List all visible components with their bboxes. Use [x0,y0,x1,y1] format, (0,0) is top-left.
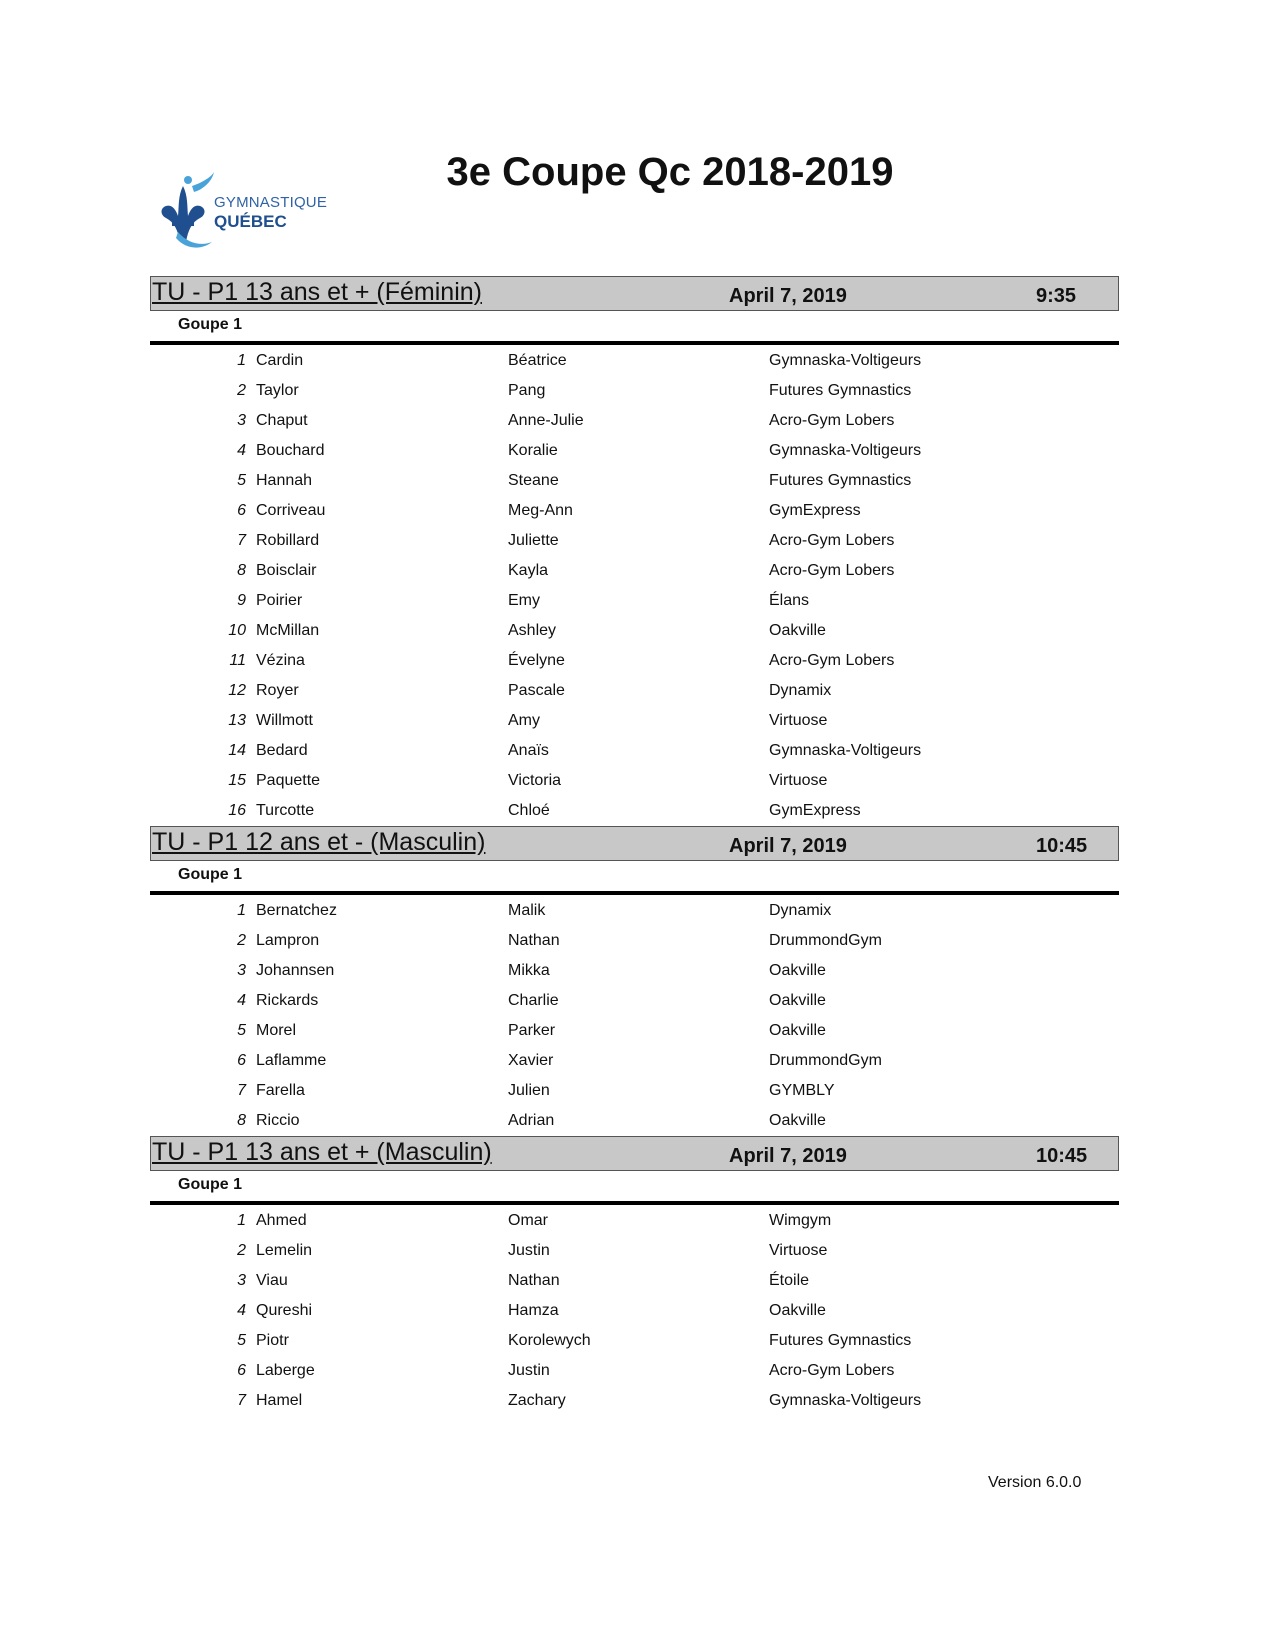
athlete-club: DrummondGym [769,1052,882,1069]
athlete-row [150,766,1119,796]
athlete-number: 6 [237,502,246,519]
athlete-number: 11 [229,652,246,669]
athlete-number: 4 [237,1302,246,1319]
athlete-first-name: Mikka [508,962,550,979]
athlete-last-name: Viau [256,1272,288,1289]
athlete-row [150,896,1119,926]
athlete-row [150,676,1119,706]
athlete-club: Futures Gymnastics [769,472,912,489]
athlete-last-name: Riccio [256,1112,300,1129]
section-title: TU - P1 13 ans et + (Féminin) [152,278,482,306]
athlete-first-name: Justin [508,1362,550,1379]
athlete-first-name: Zachary [508,1392,566,1409]
athlete-number: 16 [228,802,246,819]
athlete-club: Acro-Gym Lobers [769,1362,895,1379]
athlete-first-name: Juliette [508,532,559,549]
section-time: 10:45 [1036,835,1088,857]
section-title: TU - P1 13 ans et + (Masculin) [152,1138,492,1166]
athlete-club: GymExpress [769,502,861,519]
athlete-row [150,796,1119,826]
athlete-last-name: Chaput [256,412,308,429]
athlete-row [150,956,1119,986]
athlete-first-name: Steane [508,472,559,489]
athlete-first-name: Ashley [508,622,557,639]
athlete-row [150,616,1119,646]
athlete-row [150,556,1119,586]
section-date: April 7, 2019 [729,1145,847,1167]
athlete-row [150,1106,1119,1136]
athlete-row [150,706,1119,736]
divider [150,891,1119,895]
athlete-row [150,646,1119,676]
athlete-first-name: Béatrice [508,352,567,369]
athlete-list [150,1206,1119,1416]
athlete-club: Futures Gymnastics [769,382,912,399]
athlete-row [150,1326,1119,1356]
athlete-first-name: Pascale [508,682,565,699]
athlete-last-name: Morel [256,1022,297,1039]
athlete-number: 12 [228,682,246,699]
athlete-row [150,466,1119,496]
athlete-row [150,1386,1119,1416]
athlete-number: 1 [237,902,246,919]
athlete-club: Wimgym [769,1212,832,1229]
group-label: Goupe 1 [178,1176,243,1193]
athlete-row [150,1356,1119,1386]
athlete-last-name: Lemelin [256,1242,313,1259]
athlete-club: Dynamix [769,902,832,919]
athlete-club: DrummondGym [769,932,882,949]
athlete-row [150,986,1119,1016]
athlete-club: Étoile [769,1272,810,1289]
athlete-row [150,926,1119,956]
athlete-last-name: Cardin [256,352,304,369]
athlete-number: 7 [237,1082,246,1099]
athlete-club: Acro-Gym Lobers [769,652,895,669]
athlete-club: GYMBLY [769,1082,835,1099]
athlete-first-name: Hamza [508,1302,559,1319]
athlete-number: 10 [228,622,246,639]
athlete-club: Élans [769,592,810,609]
event-section [150,826,1119,1129]
athlete-last-name: Hannah [256,472,313,489]
athlete-club: Gymnaska-Voltigeurs [769,352,922,369]
athlete-last-name: Rickards [256,992,319,1009]
athlete-row [150,376,1119,406]
athlete-club: Oakville [769,622,826,639]
athlete-last-name: Johannsen [256,962,335,979]
athlete-last-name: Vézina [256,652,305,669]
divider [150,341,1119,345]
athlete-club: Gymnaska-Voltigeurs [769,742,922,759]
athlete-first-name: Pang [508,382,546,399]
athlete-number: 1 [237,1212,246,1229]
athlete-first-name: Kayla [508,562,549,579]
section-title: TU - P1 12 ans et - (Masculin) [152,828,486,856]
group-label: Goupe 1 [178,866,243,883]
athlete-row [150,526,1119,556]
athlete-row [150,1266,1119,1296]
athlete-number: 2 [237,382,246,399]
athlete-club: Acro-Gym Lobers [769,532,895,549]
athlete-list [150,896,1119,1136]
athlete-number: 7 [237,532,246,549]
athlete-last-name: Willmott [256,712,313,729]
athlete-first-name: Korolewych [508,1332,591,1349]
section-time: 10:45 [1036,1145,1088,1167]
athlete-club: GymExpress [769,802,861,819]
athlete-row [150,1206,1119,1236]
athlete-club: Gymnaska-Voltigeurs [769,442,922,459]
athlete-number: 15 [228,772,246,789]
athlete-last-name: Corriveau [256,502,326,519]
athlete-club: Dynamix [769,682,832,699]
athlete-club: Oakville [769,992,826,1009]
athlete-number: 7 [237,1392,246,1409]
divider [150,1201,1119,1205]
athlete-row [150,736,1119,766]
athlete-first-name: Amy [508,712,540,729]
event-section [150,276,1119,819]
athlete-club: Acro-Gym Lobers [769,412,895,429]
athlete-row [150,1076,1119,1106]
section-header [150,826,1119,861]
athlete-club: Futures Gymnastics [769,1332,912,1349]
athlete-row [150,1236,1119,1266]
athlete-first-name: Justin [508,1242,550,1259]
athlete-first-name: Anne-Julie [508,412,584,429]
section-date: April 7, 2019 [729,835,847,857]
athlete-first-name: Emy [508,592,540,609]
athlete-first-name: Koralie [508,442,558,459]
athlete-first-name: Charlie [508,992,559,1009]
athlete-list [150,346,1119,826]
athlete-first-name: Chloé [508,802,550,819]
athlete-number: 3 [237,412,246,429]
event-section [150,1136,1119,1409]
athlete-row [150,586,1119,616]
athlete-club: Virtuose [769,772,828,789]
athlete-number: 9 [237,592,246,609]
athlete-last-name: Taylor [256,382,299,399]
athlete-last-name: Paquette [256,772,321,789]
athlete-number: 6 [237,1052,246,1069]
page-title: 3e Coupe Qc 2018-2019 [446,150,894,194]
athlete-last-name: Turcotte [256,802,315,819]
section-header [150,1136,1119,1171]
athlete-number: 4 [237,442,246,459]
athlete-last-name: Hamel [256,1392,303,1409]
athlete-club: Oakville [769,1112,826,1129]
athlete-last-name: Robillard [256,532,320,549]
athlete-row [150,1016,1119,1046]
athlete-first-name: Meg-Ann [508,502,573,519]
athlete-first-name: Nathan [508,1272,560,1289]
athlete-last-name: Bernatchez [256,902,337,919]
athlete-last-name: Farella [256,1082,305,1099]
athlete-row [150,436,1119,466]
athlete-number: 5 [237,472,246,489]
athlete-first-name: Adrian [508,1112,555,1129]
athlete-club: Oakville [769,1022,826,1039]
athlete-club: Acro-Gym Lobers [769,562,895,579]
athlete-number: 14 [228,742,246,759]
athlete-number: 3 [237,962,246,979]
athlete-row [150,1046,1119,1076]
athlete-club: Oakville [769,962,826,979]
athlete-number: 6 [237,1362,246,1379]
athlete-first-name: Omar [508,1212,548,1229]
athlete-number: 4 [237,992,246,1009]
athlete-number: 2 [237,932,246,949]
athlete-row [150,496,1119,526]
athlete-number: 13 [228,712,246,729]
athlete-last-name: Bedard [256,742,308,759]
athlete-last-name: Bouchard [256,442,325,459]
athlete-row [150,406,1119,436]
athlete-number: 8 [237,562,246,579]
athlete-number: 1 [237,352,246,369]
athlete-last-name: Piotr [256,1332,289,1349]
athlete-number: 2 [237,1242,246,1259]
athlete-first-name: Nathan [508,932,560,949]
section-time: 9:35 [1036,285,1077,307]
athlete-number: 5 [237,1332,246,1349]
athlete-club: Oakville [769,1302,826,1319]
athlete-last-name: Laberge [256,1362,315,1379]
athlete-last-name: Boisclair [256,562,317,579]
athlete-number: 8 [237,1112,246,1129]
athlete-club: Virtuose [769,1242,828,1259]
athlete-last-name: Lampron [256,932,320,949]
group-label: Goupe 1 [178,316,243,333]
athlete-first-name: Évelyne [508,652,565,669]
athlete-first-name: Malik [508,902,546,919]
athlete-first-name: Anaïs [508,742,549,759]
athlete-first-name: Julien [508,1082,550,1099]
athlete-first-name: Victoria [508,772,562,789]
athlete-club: Gymnaska-Voltigeurs [769,1392,922,1409]
athlete-number: 5 [237,1022,246,1039]
athlete-last-name: Laflamme [256,1052,327,1069]
athlete-last-name: Royer [256,682,299,699]
athlete-last-name: Qureshi [256,1302,313,1319]
athlete-first-name: Parker [508,1022,556,1039]
athlete-club: Virtuose [769,712,828,729]
logo-text-line1: GYMNASTIQUE [214,194,328,211]
section-header [150,276,1119,311]
athlete-first-name: Xavier [508,1052,554,1069]
athlete-last-name: McMillan [256,622,320,639]
athlete-last-name: Ahmed [256,1212,307,1229]
logo-text-line2: QUÉBEC [214,212,287,231]
athlete-number: 3 [237,1272,246,1289]
athlete-row [150,346,1119,376]
version-label: Version 6.0.0 [988,1474,1082,1491]
athlete-row [150,1296,1119,1326]
athlete-last-name: Poirier [256,592,303,609]
section-date: April 7, 2019 [729,285,847,307]
